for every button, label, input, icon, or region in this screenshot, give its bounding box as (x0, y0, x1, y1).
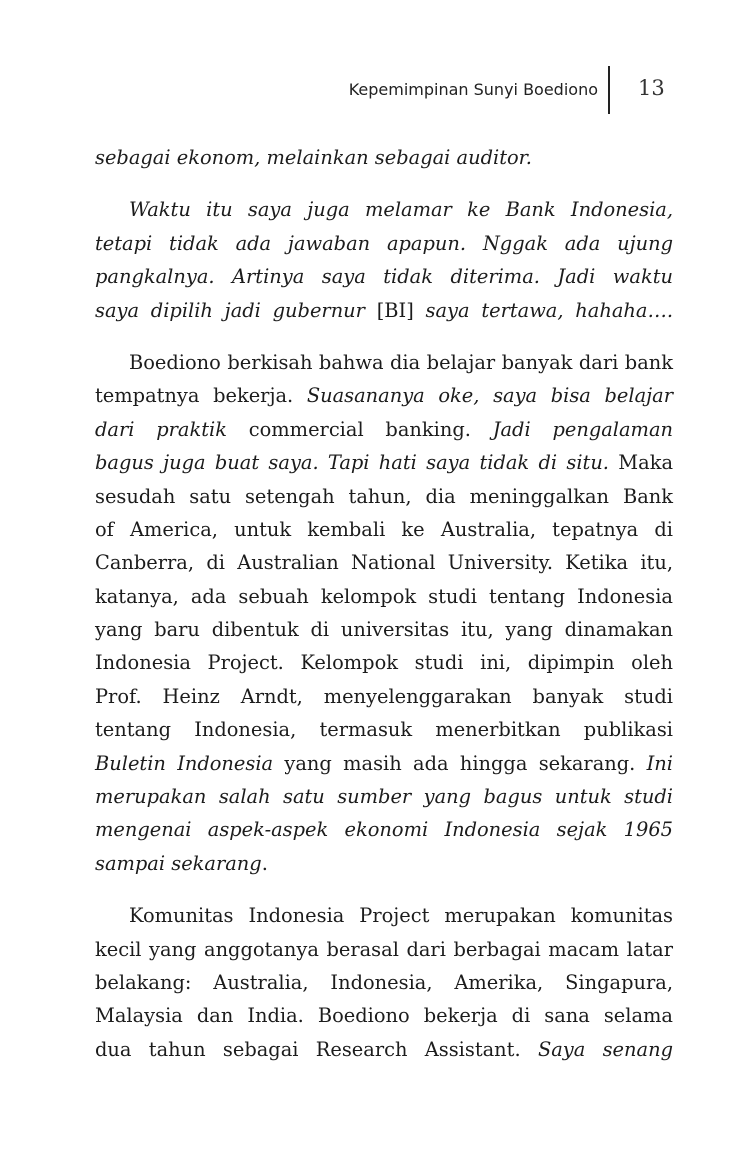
text-line (95, 546, 673, 579)
text-segment: belakang: Australia, Indonesia, Amerika, Singapura, (95, 970, 673, 994)
text-line (95, 141, 673, 174)
text-segment: commercial banking. (248, 417, 493, 441)
text-line (95, 646, 673, 679)
text-line (95, 260, 673, 293)
paragraph (95, 346, 673, 880)
text-line (95, 613, 673, 646)
italic-text: Saya senang (537, 1037, 673, 1061)
text-line (95, 413, 673, 446)
text-line (95, 780, 673, 813)
page-number: 13 (638, 76, 665, 100)
text-line (95, 713, 673, 746)
text-line (95, 480, 673, 513)
text-segment: dua tahun sebagai Research Assistant. (95, 1037, 538, 1061)
text-segment: yang masih ada hingga sekarang. (273, 751, 647, 775)
text-line (95, 193, 673, 226)
body-text (95, 141, 673, 1085)
paragraph (95, 193, 673, 327)
text-segment: yang baru dibentuk di universitas itu, yang dinamakan (95, 618, 673, 642)
running-title: Kepemimpinan Sunyi Boediono (348, 80, 598, 99)
text-line (95, 294, 673, 327)
italic-text: Suasananya oke, saya bisa belajar (306, 384, 673, 408)
text-segment: Komunitas Indonesia Project merupakan komunitas (129, 904, 673, 928)
italic-text: Waktu itu saya juga melamar ke Bank Indonesia, (129, 198, 673, 222)
text-line (95, 1033, 673, 1066)
text-segment: [BI] (376, 298, 426, 322)
text-line (95, 446, 673, 479)
text-line (95, 227, 673, 260)
italic-text: mengenai aspek-aspek ekonomi Indonesia sejak 1965 (95, 818, 673, 842)
text-segment: tentang Indonesia, termasuk menerbitkan publikasi (95, 718, 673, 742)
text-line (95, 680, 673, 713)
text-line (95, 580, 673, 613)
text-segment: Malaysia dan India. Boediono bekerja di sana selama (95, 1004, 673, 1028)
text-segment: Canberra, di Australian National University. Ketika itu, (95, 551, 673, 575)
text-segment: Indonesia Project. Kelompok studi ini, dipimpin oleh (95, 651, 673, 675)
text-segment: Maka (608, 451, 674, 475)
text-line (95, 813, 673, 846)
text-line (95, 899, 673, 932)
text-line (95, 847, 673, 880)
paragraph (95, 899, 673, 1066)
text-line (95, 999, 673, 1032)
text-line (95, 933, 673, 966)
text-line (95, 747, 673, 780)
italic-text: pangkalnya. Artinya saya tidak diterima. Jadi waktu (95, 265, 673, 289)
text-line (95, 513, 673, 546)
text-segment: katanya, ada sebuah kelompok studi tentang Indonesia (95, 584, 673, 608)
italic-text: Ini (646, 751, 673, 775)
italic-text: Jadi pengalaman (492, 417, 673, 441)
italic-text: tetapi tidak ada jawaban apapun. Nggak ada ujung (95, 231, 673, 255)
text-line (95, 966, 673, 999)
header-divider (608, 66, 610, 114)
italic-text: Buletin Indonesia (95, 751, 274, 775)
running-header (0, 66, 756, 116)
text-segment: Prof. Heinz Arndt, menyelenggarakan banyak studi (95, 684, 673, 708)
text-segment: Boediono berkisah bahwa dia belajar banyak dari bank (129, 350, 673, 374)
italic-text: saya tertawa, hahaha…. (425, 298, 674, 322)
text-line (95, 379, 673, 412)
italic-text: saya dipilih jadi gubernur (95, 298, 377, 322)
italic-text: sampai sekarang (95, 851, 262, 875)
italic-text: dari praktik (95, 417, 249, 441)
italic-text: bagus juga buat saya. Tapi hati saya tidak di situ. (95, 451, 609, 475)
italic-text: merupakan salah satu sumber yang bagus untuk studi (95, 785, 673, 809)
paragraph (95, 141, 673, 174)
text-segment: sesudah satu setengah tahun, dia meninggalkan Bank (95, 484, 673, 508)
italic-text: sebagai ekonom, melainkan sebagai auditor. (95, 146, 532, 169)
text-segment: of America, untuk kembali ke Australia, tepatnya di (95, 517, 673, 541)
text-segment: . (261, 851, 268, 875)
text-segment: tempatnya bekerja. (95, 384, 307, 408)
text-segment: kecil yang anggotanya berasal dari berbagai macam latar (95, 937, 673, 961)
text-line (95, 346, 673, 379)
